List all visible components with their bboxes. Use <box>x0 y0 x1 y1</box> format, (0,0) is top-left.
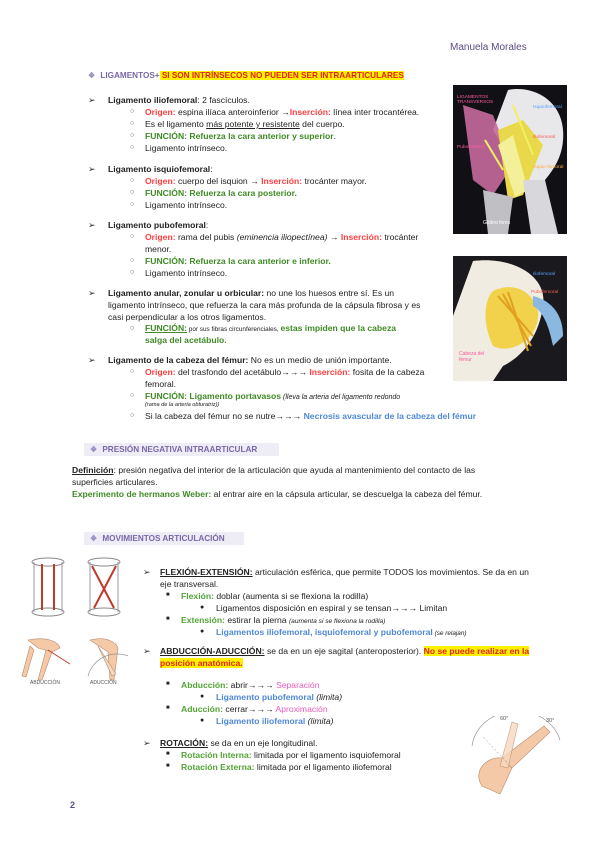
flexion-extension-title: FLEXIÓN-EXTENSIÓN: articulación esférica, que permite TODOS los movimientos. Se da en un <box>160 567 529 577</box>
adduction-figure-label: ADUCCIÓN <box>90 680 117 686</box>
lig-pubofemoral-title: Ligamento pubofemoral: <box>108 220 209 230</box>
rotacion-interna: Rotación Interna: limitada por el ligamento isquiofemoral <box>181 750 401 760</box>
flexion-figure <box>20 556 132 618</box>
photo1-label: Iliofemoral <box>533 135 556 140</box>
circle-bullet-icon: ○ <box>130 108 135 115</box>
photo1-label: Glúteo fores <box>483 220 511 226</box>
abduccion-line: Abducción: abrir→→→ Separación <box>181 680 320 690</box>
presion-experimento: Experimento de hermanos Weber: al entrar aire en la cápsula articular, se descuelga la cabeza del fémur. <box>72 489 483 499</box>
lig-pubofemoral-origin: Origen: rama del pubis (eminencia iliopectínea) → Inserción: trocánter <box>145 232 419 242</box>
dot-bullet-icon: ● <box>200 628 205 635</box>
circle-bullet-icon: ○ <box>130 177 135 184</box>
lig-anular-title: Ligamento anular, zonular u orbicular: no une los huesos entre sí. Es un <box>108 288 395 298</box>
circle-bullet-icon: ○ <box>130 144 135 151</box>
rotacion-externa: Rotación Externa: limitada por el ligamento iliofemoral <box>181 762 392 772</box>
circle-bullet-icon: ○ <box>130 368 135 375</box>
circle-bullet-icon: ○ <box>130 201 135 208</box>
diamond-bullet-icon: ❖ <box>90 534 98 543</box>
lig-cabeza-origin-cont: femoral. <box>145 379 177 389</box>
circle-bullet-icon: ○ <box>130 269 135 276</box>
lig-cabeza-necrosis: Si la cabeza del fémur no se nutre→→→ Necrosis avascular de la cabeza del fémur <box>145 411 477 421</box>
abduccion-title-cont: posición anatómica. <box>160 658 243 668</box>
aduccion-sub: Ligamento iliofemoral (limita) <box>216 716 334 726</box>
square-bullet-icon: ■ <box>166 763 170 769</box>
dot-bullet-icon: ● <box>200 604 205 611</box>
lig-iliofemoral-title: Ligamento iliofemoral: 2 fascículos. <box>108 95 250 105</box>
circle-bullet-icon: ○ <box>130 233 135 240</box>
lig-isquiofemoral-origin: Origen: cuerpo del isquion → Inserción: trocánter mayor. <box>145 176 367 186</box>
dot-bullet-icon: ● <box>200 693 205 700</box>
photo2-label: Iliofemoral <box>533 272 556 277</box>
lig-cabeza-title: Ligamento de la cabeza del fémur: No es un medio de unión importante. <box>108 355 392 365</box>
extension-line: Extensión: estirar la pierna (aumenta si se flexiona la rodilla) <box>181 615 386 625</box>
arrow-bullet-icon: ➢ <box>88 288 96 298</box>
arrow-bullet-icon: ➢ <box>88 95 96 105</box>
circle-bullet-icon: ○ <box>130 392 135 399</box>
lig-pubofemoral-funcion: FUNCIÓN: Refuerza la cara anterior e inferior. <box>145 256 331 266</box>
square-bullet-icon: ■ <box>166 681 170 687</box>
photo1-label: Isquio-femoral <box>533 165 564 170</box>
lig-cabeza-funcion: FUNCIÓN: Ligamento portavasos (lleva la arteria del ligamento redondo <box>145 391 401 401</box>
presion-definicion: Definición: presión negativa del interior de la articulación que ayuda al mantenimiento del contacto de las <box>72 465 476 475</box>
lig-cabeza-funcion-cont: (rama de la arteria obturatriz)) <box>145 402 220 408</box>
circle-bullet-icon: ○ <box>130 257 135 264</box>
author-name: Manuela Morales <box>450 42 527 53</box>
extension-sub: Ligamentos iliofemoral, isquiofemoral y pubofemoral (se relajan) <box>216 627 467 637</box>
arrow-bullet-icon: ➢ <box>88 220 96 230</box>
arrow-bullet-icon: ➢ <box>143 738 151 748</box>
diamond-bullet-icon: ❖ <box>90 445 98 454</box>
lig-pubofemoral-intrinseco: Ligamento intrínseco. <box>145 268 228 278</box>
flexion-line: Flexión: doblar (aumenta si se flexiona la rodilla) <box>181 591 369 601</box>
arrow-bullet-icon: ➢ <box>88 164 96 174</box>
aduccion-line: Aducción: cerrar→→→ Aproximación <box>181 704 328 714</box>
presion-definicion-cont: superficies articulares. <box>72 477 158 487</box>
circle-bullet-icon: ○ <box>130 132 135 139</box>
photo1-label: LIGAMENTOS TRANSVERSOS <box>457 95 494 106</box>
anatomy-photo-ligaments <box>453 85 567 234</box>
circle-bullet-icon: ○ <box>130 325 135 332</box>
square-bullet-icon: ■ <box>166 751 170 757</box>
lig-anular-text2: ligamento intrínseco, que refuerza la cara más profunda de la cápsula fibrosa y es <box>108 300 421 310</box>
lig-anular-text3: casi perpendicular a los otros ligamentos. <box>108 312 267 322</box>
photo2-label: Cabeza del fémur <box>459 351 485 363</box>
page-number: 2 <box>70 800 76 810</box>
flexion-sub: Ligamentos disposición en espiral y se tensan→→→ Limitan <box>216 603 448 613</box>
lig-iliofemoral-potente: Es el ligamento más potente y resistente del cuerpo. <box>145 119 345 129</box>
lig-iliofemoral-intrinseco: Ligamento intrínseco. <box>145 143 228 153</box>
lig-isquiofemoral-intrinseco: Ligamento intrínseco. <box>145 200 228 210</box>
section-heading-ligamentos: ❖ LIGAMENTOS+ SI SON INTRÍNSECOS NO PUEDEN SER INTRAARTICULARES <box>88 71 404 80</box>
square-bullet-icon: ■ <box>166 705 170 711</box>
rotation-angle-label: 30° <box>546 718 555 724</box>
lig-cabeza-origin: Origen: del trasfondo del acetábulo→→→ Inserción: fosita de la cabeza <box>145 367 425 377</box>
rotation-figure <box>452 716 562 796</box>
lig-isquiofemoral-title: Ligamento isquiofemoral: <box>108 164 213 174</box>
section-heading-movimientos: ❖ MOVIMIENTOS ARTICULACIÓN <box>84 532 244 545</box>
abduction-figure <box>18 636 138 692</box>
lig-anular-funcion: FUNCIÓN: por sus fibras circunferenciales, estas impiden que la cabeza <box>145 323 397 333</box>
photo2-label: Pubofemoral <box>531 290 559 295</box>
section-heading-presion: ❖ PRESIÓN NEGATIVA INTRAARTICULAR <box>84 443 279 456</box>
circle-bullet-icon: ○ <box>130 189 135 196</box>
abduction-figure-label: ABDUCCIÓN <box>30 680 61 686</box>
diamond-bullet-icon: ❖ <box>88 71 96 80</box>
arrow-bullet-icon: ➢ <box>143 567 151 577</box>
square-bullet-icon: ■ <box>166 616 170 622</box>
rotacion-title: ROTACIÓN: se da en un eje longitudinal. <box>160 738 318 748</box>
anatomy-photo-capsule <box>453 256 567 381</box>
rotation-angle-label: 60° <box>500 716 509 722</box>
photo1-label: Isquiofemoral <box>533 105 562 110</box>
arrow-bullet-icon: ➢ <box>143 646 151 656</box>
lig-pubofemoral-origin-cont: menor. <box>145 244 172 254</box>
lig-isquiofemoral-funcion: FUNCIÓN: Refuerza la cara posterior. <box>145 188 297 198</box>
lig-iliofemoral-funcion: FUNCIÓN: Refuerza la cara anterior y superior. <box>145 131 337 141</box>
circle-bullet-icon: ○ <box>130 120 135 127</box>
lig-anular-funcion-cont: salga del acetábulo. <box>145 335 227 345</box>
photo1-label: Pubofemoral <box>457 145 485 150</box>
abduccion-sub: Ligamento pubofemoral (limita) <box>216 692 343 702</box>
square-bullet-icon: ■ <box>166 592 170 598</box>
abduccion-title: ABDUCCIÓN-ADUCCIÓN: se da en un eje sagital (anteroposterior). No se puede realizar en la <box>160 646 530 656</box>
arrow-bullet-icon: ➢ <box>88 355 96 365</box>
dot-bullet-icon: ● <box>200 717 205 724</box>
flexion-extension-cont: eje transversal. <box>160 579 219 589</box>
lig-iliofemoral-origin: Origen: espina ilíaca anteroinferior →Inserción: línea inter trocantérea. <box>145 107 420 117</box>
circle-bullet-icon: ○ <box>130 412 135 419</box>
